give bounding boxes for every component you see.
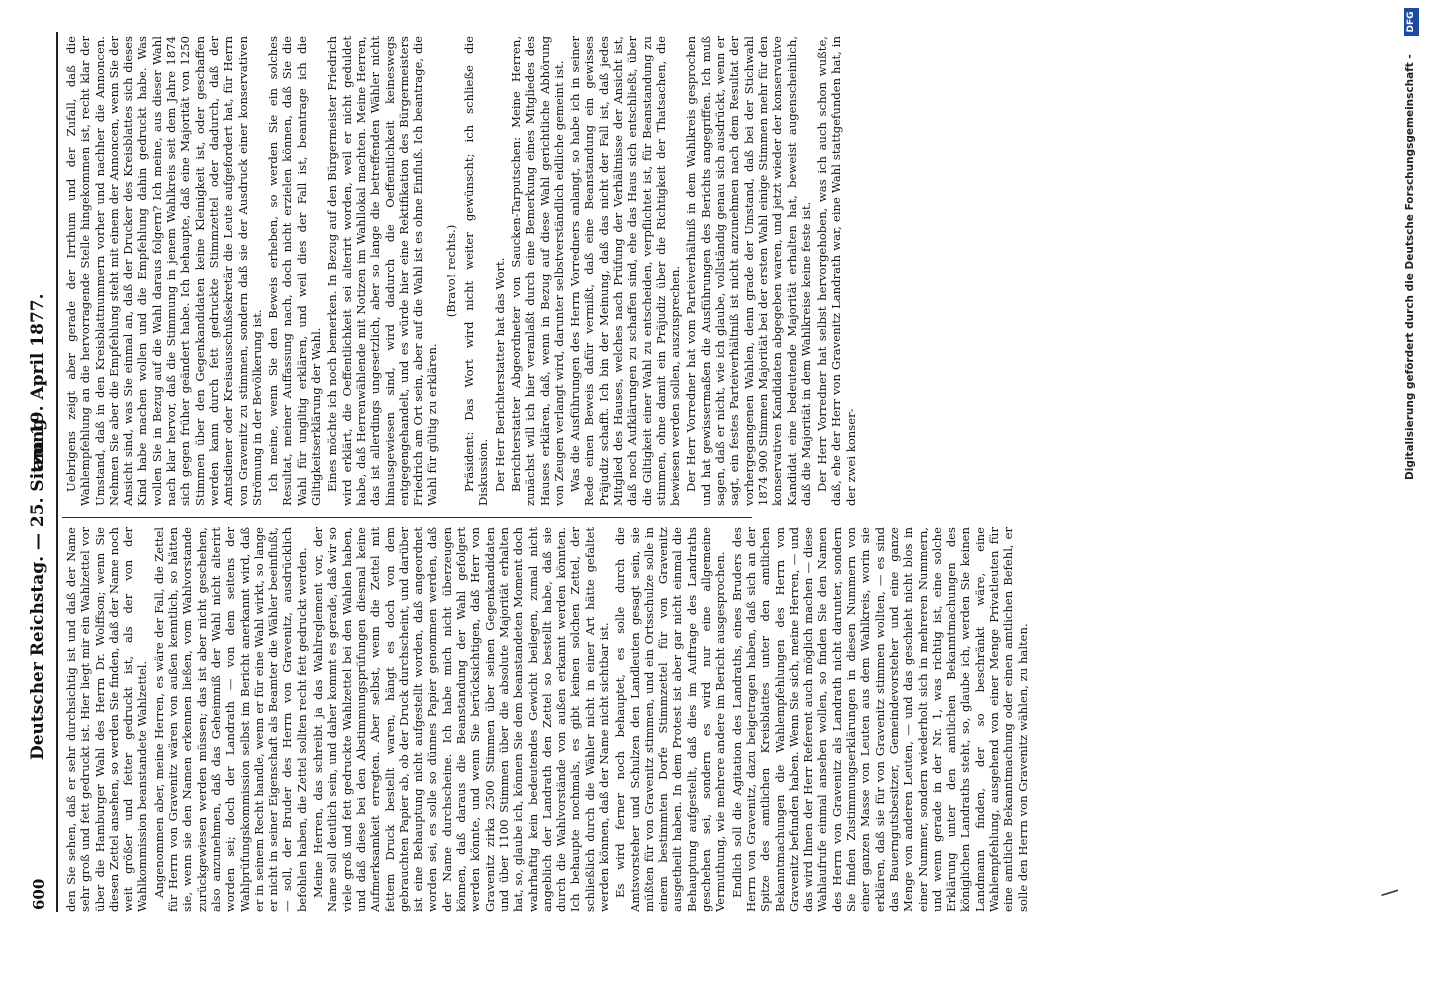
paragraph: Der Herr Berichterstatter hat das Wort. <box>492 257 507 492</box>
column-divider <box>62 517 752 518</box>
page-number: 600 <box>30 878 48 910</box>
digitization-credit: Digitalisierung gefördert durch die Deutsche Forschungsgemeinschaft - <box>1404 54 1416 480</box>
paragraph: Endlich soll die Agitation des Landraths, eines Bruders des Herrn von Gravenitz, dazu beigetragen haben, daß sich an der Spitze des amtlichen Kreisblattes unter den amtlichen Bekanntmachungen die Wahlempfehlungen des Herrn von Gravenitz befunden haben. Wenn Sie sich, meine Herren, — und das wird Ihnen der Herr Referent auch möglich machen — diese Wahlaufrufe einmal ansehen wollen, so finden Sie den Namen des Herrn von Gravenitz als Landrath nicht darunter, sondern Sie finden Zustimmungserklärungen in diesen Nummern von einer ganzen Masse von Leuten aus dem Wahlkreis, worin sie erklären, daß sie für von Gravenitz stimmen wollten, — es sind das Bauerngutsbesitzer, Gemeindevorsteher und eine ganze Menge von anderen Leuten, — und das geschieht nicht blos in einer Nummer, sondern wiederholt sich in mehreren Nummern, und wenn gerade in der Nr. 1, was richtig ist, eine solche Erklärung unter den amtlichen Bekanntmachungen des königlichen Landraths steht, so, glaube ich, werden Sie keinen Landmann finden, der so beschränkt wäre, eine Wahlempfehlung, ausgehend von einer Menge Privatleuten für eine amtliche Bekanntmachung oder einen amtlichen Befehl, er solle den Herrn von Gravenitz wählen, zu halten. <box>729 527 1030 912</box>
paragraph: Uebrigens zeigt aber gerade der Irrthum und der Zufall, daß die Wahlempfehlung an die hervorragende Stelle hingekommen ist, recht klar der Umstand, daß in den Kreisblattnummern vorher und nachher die Annoncen. Nehmen Sie aber die Empfehlung steht mit einem der Annoncen, wenn Sie der Ansicht sind, was Sie einmal an, daß der Drucker des Kreisblattes sich dieses Kind habe machen wollen und die Empfehlung dahin gedruckt habe. Was wollen Sie in Bezug auf die Wahl daraus folgern? Ich meine, aus dieser Wahl nach klar hervor, daß die Stimmung in jenem Wahlkreis seit dem Jahre 1874 sich gegen früher geändert habe. Ich behaupte, daß eine Majorität von 1250 Stimmen über den Gegenkandidaten keine Kleinigkeit ist, oder geschaffen werden kann durch fett gedruckte Stimmzettel oder dadurch, daß der Amtsdiener oder Kreisausschußsekretär die Leute aufgefordert hat, für Herrn von Gravenitz zu stimmen, sondern daß sie der Ausdruck einer konservativen Strömung in der Bevölkerung ist. <box>64 36 264 506</box>
paragraph: den Sie sehen, daß er sehr durchsichtig ist und daß der Name sehr groß und fett gedruckt ist. Hier liegt mir ein Wahlzettel vor über die Hamburger Wahl des Herrn Dr. Wolffson; wenn Sie diesen Zettel ansehen, so werden Sie finden, daß der Name noch weit größer und fetter gedruckt ist, als der von der Wahlkommission beanstandete Wahlzettel. <box>64 527 150 912</box>
paragraph: Eines möchte ich noch bemerken. In Bezug auf den Bürgermeister Friedrich wird erklärt, die Oeffentlichkeit sei alterirt worden, weil er nicht geduldet habe, daß Herrenwählende mit Notizen im Wahllokal machten. Meine Herren, das ist allerdings ungesetzlich, aber so lange die betreffenden Wähler nicht hinausgewiesen sind, wird dadurch die Oeffentlichkeit keineswegs entgegengehandelt, und es würde hier eine Rektifikation des Bürgermeisters Friedrich am Ort sein, aber auf die Wahl ist es ohne Einfluß. Ich beantrage, die Wahl für gültig zu erklären. <box>325 36 440 506</box>
dfg-logo: DFG <box>1404 8 1419 36</box>
rapporteur-statement: Berichterstatter Abgeordneter von Saucken-Tarputschen: Meine Herren, zunächst will ich hier veranlaßt durch eine Bemerkung eines Mitgliedes des Hauses erklären, daß, wenn in Bezug auf diese Wahl gerichtliche Abhörung von Zeugen verlangt wird, darunter selbstverständlich eidliche gemeint ist. <box>508 36 566 506</box>
scan-mark-icon: ∖ <box>1378 887 1402 900</box>
paragraph: Es wird ferner noch behauptet, es solle durch die Amtsvorsteher und Schulzen den Landleuten gesagt sein, sie müßten für von Gravenitz stimmen, und ein Ortsschulze solle in einem bestimmten Dorfe Stimmzettel für von Gravenitz ausgetheilt haben. In dem Protest ist aber gar nicht einmal die Behauptung aufgestellt, daß dies im Auftrage des Landraths geschehen sei, sondern es wird nur eine allgemeine Vermuthung, wie mehrere andere im Bericht ausgesprochen. <box>613 527 728 912</box>
paragraph: Der Herr Vorredner hat selbst hervorgehoben, was ich auch schon wußte, daß, ehe der Herr von Gravenitz Landrath war, eine Wahl stattgefunden hat, in der zwei konser- <box>815 36 858 506</box>
header-rule <box>56 32 58 912</box>
president-statement: Präsident: Das Wort wird nicht weiter gewünscht; ich schließe die Diskussion. <box>462 36 491 506</box>
paragraph: Ich meine, wenn Sie den Beweis erheben, so werden Sie ein solches Resultat, meiner Auffassung nach, doch nicht erzielen können, daß Sie die Wahl für ungiltig erklären, und weil dies der Fall ist, beantrage ich die Giltigkeitserklärung der Wahl. <box>266 36 324 506</box>
paragraph: Meine Herren, das schreibt ja das Wahlreglement vor, der Name soll deutlich sein, und daher kommt es gerade, daß wir so viele groß und fett gedruckte Wahlzettel bei den Wahlen haben, und daß diese bei den Abstimmungsprüfungen diesmal keine Aufmerksamkeit erregten. Aber selbst, wenn die Zettel mit fettem Druck bestellt waren, hängt es doch von dem gebrauchten Papier ab, ob der Druck durchscheint, und darüber ist eine Behauptung nicht aufgestellt worden, daß angeordnet worden sei, es solle so dünnes Papier genommen werden, daß der Name durchscheine. Ich habe mich nicht überzeugen können, daß daraus die Beanstandung der Wahl gefolgert werden könnte, und wenn Sie berücksichtigen, daß Herr von Gravenitz zirka 2500 Stimmen über seinen Gegenkandidaten und über 1100 Stimmen über die absolute Majorität erhalten hat, so, glaube ich, können Sie dem beanstandeten Moment doch wahrhaftig kein bedeutendes Gewicht beilegen, zumal nicht angeblich der Landrath den Zettel so bestellt habe, daß sie durch die Wahlvorstände von außen erkannt werden könnten. Ich behaupte nochmals, es gibt keinen solchen Zettel, der schließlich durch die Wähler nicht in einer Art hätte gefaltet werden können, daß der Name nicht sichtbar ist. <box>311 527 611 912</box>
left-column <box>64 527 1030 912</box>
paragraph: Angenommen aber, meine Herren, es wäre der Fall, die Zettel für Herrn von Gravenitz wären von außen kenntlich, so hätten sie, wenn sie den Namen erkennen ließen, vom Wahlvorstande zurückgewiesen werden müssen; das ist aber nicht geschehen, also anzunehmen, daß das Geheimniß der Wahl nicht alterirt worden sei; doch der Landrath — von dem seitens der Wahlprüfungskommission selbst im Bericht anerkannt wird, daß er in seinem Recht handle, wenn er für eine Wahl wirkt, so lange er nicht in seiner Eigenschaft als Beamter die Wähler beeinflußt, — soll, der Bruder des Herrn von Gravenitz, ausdrücklich befohlen haben, die Zettel sollten recht fett gedruckt werden. <box>151 527 309 912</box>
applause-note: (Bravo! rechts.) <box>443 224 458 318</box>
right-column <box>64 36 858 506</box>
paragraph: Der Herr Vorredner hat vom Parteiverhältniß in dem Wahlkreis gesprochen und hat gewissermaßen die Ausführungen des Berichts angegriffen. Ich muß sagen, daß er nicht, wie ich glaube, vollständig genau sich ausdrückt, wenn er sagt, ein festes Parteiverhältniß ist nicht anzunehmen nach dem Resultat der vorhergegangenen Wahlen, denn grade der Umstand, daß bei der Stichwahl 1874 900 Stimmen Majorität bei der ersten Wahl einige Stimmen mehr für den konservativen Kandidaten abgegeben waren, und jetzt wieder der konservative Kandidat eine bedeutende Majorität erhalten hat, beweist augenscheinlich, daß die Majorität in dem Wahlkreise keine feste ist. <box>684 36 813 506</box>
paragraph: Was die Ausführungen des Herrn Vorredners anlangt, so habe ich in seiner Rede einen Beweis dafür vermißt, daß eine Beanstandung ein gewisses Präjudiz schafft. Ich bin der Meinung, daß das nicht der Fall ist, daß jedes Mitglied des Hauses, welches nach Prüfung der Verhältnisse der Ansicht ist, daß noch Aufklärungen zu schaffen sind, ehe das Haus sich entschließt, über die Giltigkeit einer Wahl zu entscheiden, verpflichtet ist, für Beanstandung zu stimmen, ohne damit ein Präjudiz über die Richtigkeit der Thatsachen, die bewiesen werden sollen, auszusprechen. <box>568 36 683 506</box>
session-date: am 19. April 1877. <box>28 293 48 470</box>
page-header <box>6 40 56 910</box>
running-head: Deutscher Reichstag. — 25. Sitzung <box>28 418 48 760</box>
